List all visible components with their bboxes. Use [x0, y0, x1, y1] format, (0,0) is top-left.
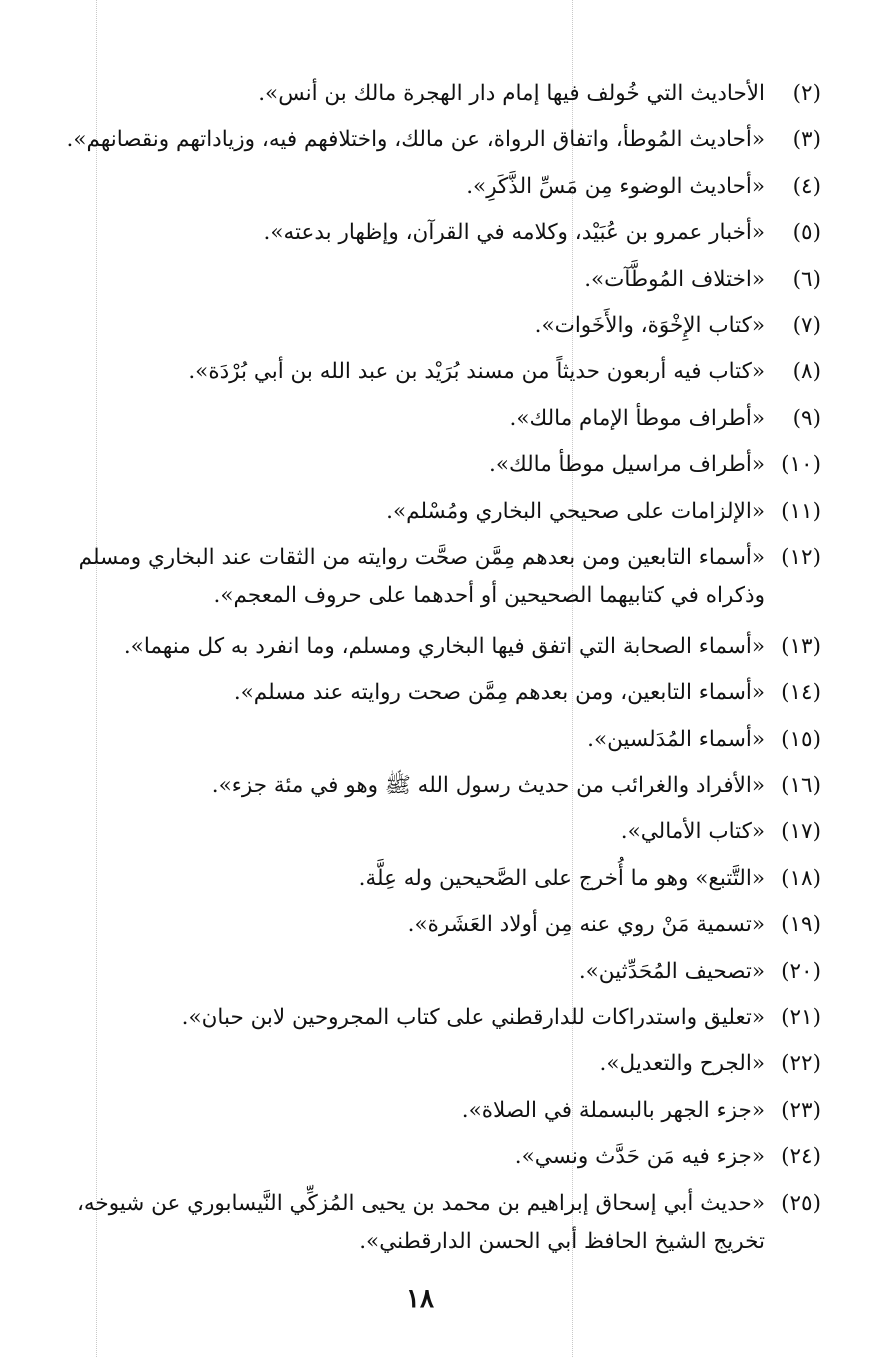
page-number: ١٨: [406, 1284, 434, 1314]
entry-text: «أطراف موطأ الإمام مالك».: [509, 405, 765, 431]
entry-number: (٢): [792, 81, 821, 106]
entry-text: «أسماء الصحابة التي اتفق فيها البخاري ومسلم، وما انفرد به كل منهما».: [123, 633, 765, 659]
entry-text: «تعليق واستدراكات للدارقطني على كتاب المجروحين لابن حبان».: [181, 1005, 765, 1031]
list-item: [40, 1182, 821, 1271]
entry-text: «جزء الجهر بالبسملة في الصلاة».: [461, 1097, 765, 1123]
list-item: [40, 810, 821, 856]
entry-number: (٧): [792, 312, 821, 338]
list-item: [40, 718, 821, 764]
entry-text: «جزء فيه مَن حَدَّث ونسي».: [514, 1144, 765, 1170]
entry-number: (٢٢): [781, 1051, 821, 1077]
list-item: [40, 443, 821, 489]
list-item: [40, 304, 821, 350]
entry-number: (١٧): [781, 819, 821, 845]
entry-number: (١١): [781, 498, 821, 524]
entry-text: «أسماء التابعين ومن بعدهم مِمَّن صحَّت روايته من الثقات عند البخاري ومسلم وذكراه في كتابيهما الصحيحين أو أحدهما على حروف المعجم».: [78, 544, 765, 608]
entry-number: (١٣): [781, 633, 821, 659]
entry-text: «كتاب فيه أربعون حديثاً من مسند بُرَيْد بن عبد الله بن أبي بُرْدَة».: [188, 359, 765, 385]
list-item: [40, 490, 821, 536]
entry-text: «الإلزامات على صحيحي البخاري ومُسْلم».: [386, 498, 765, 524]
entry-number: (٢٤): [781, 1144, 821, 1170]
entry-number: (١٨): [781, 865, 821, 891]
entry-text: «أطراف مراسيل موطأ مالك».: [488, 452, 765, 478]
entry-number: (٢٠): [781, 958, 821, 984]
bibliography-list: [40, 72, 821, 1271]
entry-number: (٨): [792, 359, 821, 385]
entry-number: (٢٥): [781, 1190, 821, 1216]
entry-number: (١٥): [781, 726, 821, 752]
list-item: [40, 536, 821, 625]
list-item: [40, 671, 821, 717]
entry-text: «أسماء المُدَلسين».: [587, 726, 765, 752]
entry-text: «كتاب الإِخْوَة، والأَخَوات».: [534, 312, 765, 338]
entry-text: «تسمية مَنْ روي عنه مِن أولاد العَشَرة».: [407, 912, 765, 938]
entry-number: (١٢): [781, 544, 821, 570]
entry-number: (١٤): [781, 680, 821, 706]
entry-text: «حديث أبي إسحاق إبراهيم بن محمد بن يحيى المُزكِّي النَّيسابوري عن شيوخه، تخريج الشيخ الحافظ أبي الحسن الدارقطني».: [76, 1190, 765, 1254]
list-item: [40, 350, 821, 396]
entry-text: «اختلاف المُوطَّآت».: [584, 266, 765, 292]
list-item: [40, 165, 821, 211]
list-item: [40, 211, 821, 257]
list-item: [40, 625, 821, 671]
entry-number: (٩): [792, 405, 821, 431]
list-item: [40, 397, 821, 443]
list-item: [40, 118, 821, 164]
entry-number: (١٩): [781, 912, 821, 938]
list-item: [40, 1042, 821, 1088]
list-item: [40, 258, 821, 304]
list-item: [40, 950, 821, 996]
entry-text: «أحاديث الوضوء مِن مَسِّ الذَّكَرِ».: [466, 173, 765, 199]
entry-number: (٤): [792, 173, 821, 199]
entry-text: «الأفراد والغرائب من حديث رسول الله ﷺ وهو في مئة جزء».: [211, 773, 765, 799]
list-item: [40, 903, 821, 949]
list-item: [40, 764, 821, 810]
entry-number: (٣): [792, 127, 821, 153]
list-item: [40, 857, 821, 903]
entry-text: «الجرح والتعديل».: [599, 1051, 765, 1077]
entry-number: (٦): [792, 266, 821, 292]
entry-text: «التَّتبع» وهو ما أُخرج على الصَّحيحين وله عِلَّة.: [358, 865, 765, 891]
list-item: [40, 1135, 821, 1181]
entry-text: «تصحيف المُحَدِّثين».: [578, 958, 765, 984]
list-item: [40, 1089, 821, 1135]
entry-text: «أحاديث المُوطأ، واتفاق الرواة، عن مالك، واختلافهم فيه، وزياداتهم ونقصانهم».: [66, 127, 765, 153]
entry-number: (٢١): [781, 1005, 821, 1031]
list-item: [40, 72, 821, 118]
entry-text: الأحاديث التي خُولف فيها إمام دار الهجرة مالك بن أنس».: [258, 81, 765, 106]
entry-number: (٢٣): [781, 1097, 821, 1123]
entry-number: (٥): [792, 220, 821, 246]
entry-number: (١٦): [781, 773, 821, 799]
entry-number: (١٠): [781, 452, 821, 478]
entry-text: «أخبار عمرو بن عُبَيْد، وكلامه في القرآن، وإظهار بدعته».: [263, 220, 765, 246]
entry-text: «كتاب الأمالي».: [620, 819, 765, 845]
entry-text: «أسماء التابعين، ومن بعدهم مِمَّن صحت روايته عند مسلم».: [233, 680, 765, 706]
list-item: [40, 996, 821, 1042]
